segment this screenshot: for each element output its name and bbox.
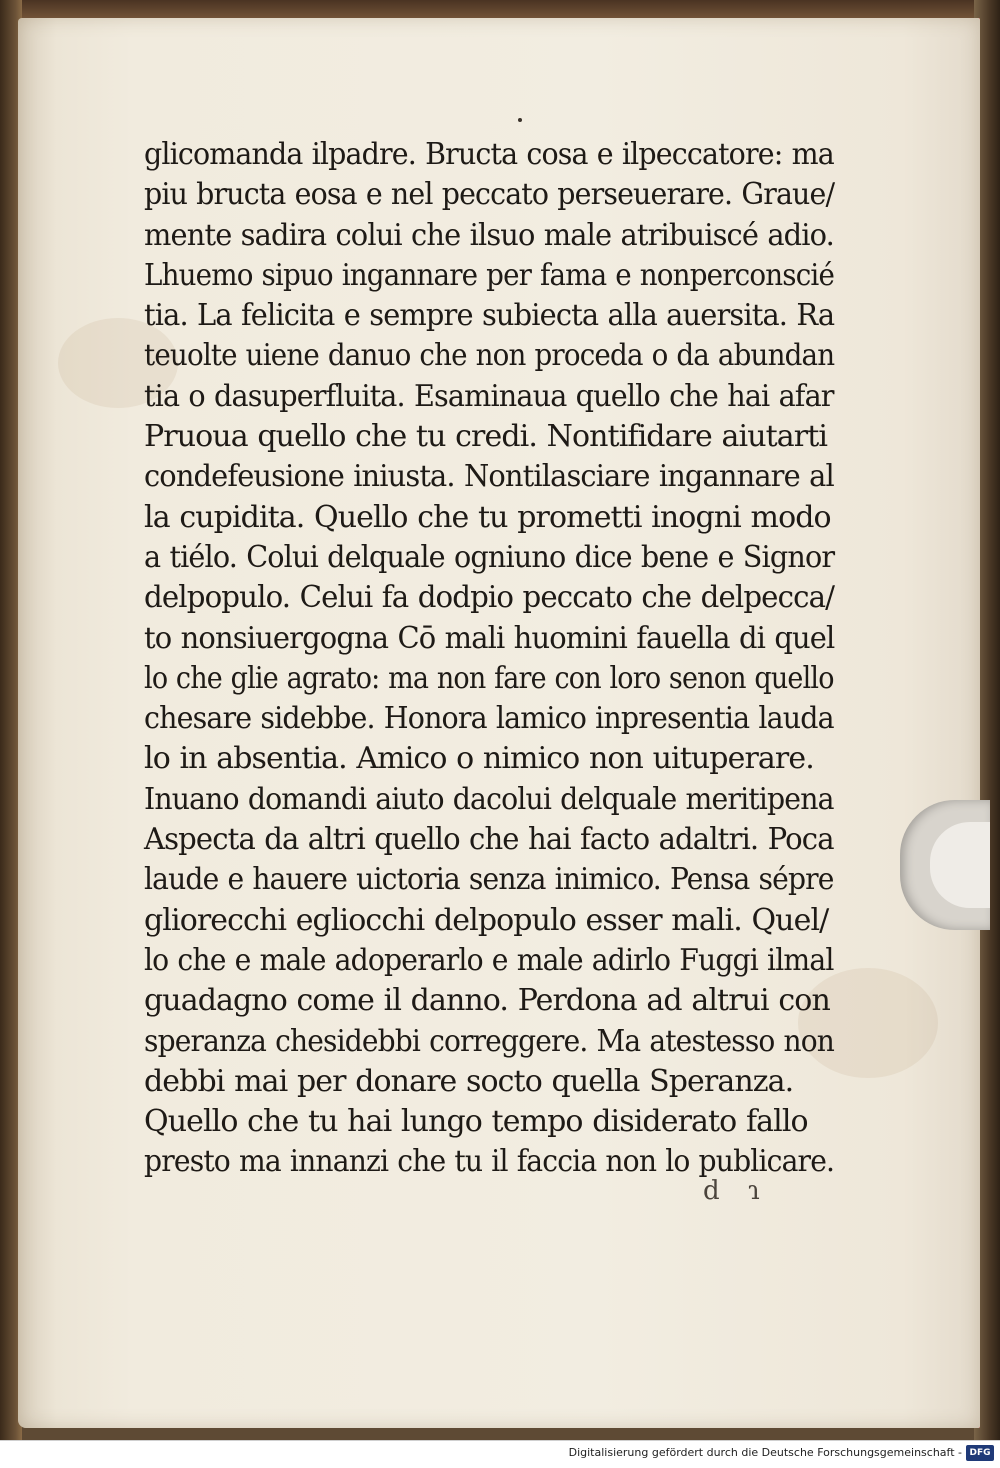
text-line: chesare sidebbe. Honora lamico inpresentia lauda xyxy=(144,701,834,737)
footer-credit: Digitalisierung gefördert durch die Deutsche Forschungsgemeinschaft - xyxy=(568,1446,962,1459)
book-clasp xyxy=(900,800,990,930)
text-line: laude e hauere uictoria senza inimico. Pensa sépre xyxy=(144,862,834,898)
text-line: Inuano domandi aiuto dacolui delquale meritipena xyxy=(144,781,834,817)
text-line: Aspecta da altri quello che hai facto adaltri. Poca xyxy=(144,822,834,858)
text-line: presto ma innanzi che tu il faccia non lo publicare. xyxy=(144,1144,835,1180)
text-line: lo che e male adoperarlo e male adirlo Fuggi ilmal xyxy=(144,942,834,978)
footer-bar xyxy=(0,1440,1000,1468)
text-line: mente sadira colui che ilsuo male atribuiscé adio. xyxy=(144,217,834,253)
text-line: lo che glie agrato: ma non fare con loro senon quello xyxy=(144,660,834,696)
text-line: tia. La felicita e sempre subiecta alla auersita. Ra xyxy=(144,298,835,334)
book-clasp-inner xyxy=(930,822,990,908)
text-line: la cupidita. Quello che tu prometti inogni modo xyxy=(144,499,831,535)
text-line: guadagno come il danno. Perdona ad altrui con xyxy=(144,983,830,1019)
ink-dot xyxy=(518,118,522,122)
text-line: teuolte uiene danuo che non proceda o da abundan xyxy=(144,338,835,374)
text-line: delpopulo. Celui fa dodpio peccato che delpecca/ xyxy=(144,580,835,616)
text-line: Quello che tu hai lungo tempo disiderato fallo xyxy=(144,1104,808,1140)
text-line: Pruoua quello che tu credi. Nontifidare aiutarti xyxy=(144,419,828,455)
text-line: Lhuemo sipuo ingannare per fama e nonperconscié xyxy=(144,257,835,293)
page-paper xyxy=(18,18,980,1428)
text-line: to nonsiuergogna Cō mali huomini fauella di quel xyxy=(144,620,835,656)
dfg-logo-icon: DFG xyxy=(966,1445,994,1461)
text-block xyxy=(144,135,834,1183)
signature-mark: d ɿ xyxy=(703,1176,770,1206)
text-line: gliorecchi egliocchi delpopulo esser mali. Quel/ xyxy=(144,902,829,938)
text-line: debbi mai per donare socto quella Speranza. xyxy=(144,1063,794,1099)
text-line: piu bructa eosa e nel peccato perseuerare. Graue/ xyxy=(144,177,835,213)
text-line: lo in absentia. Amico o nimico non uituperare. xyxy=(144,741,814,777)
text-line: glicomanda ilpadre. Bructa cosa e ilpeccatore: ma xyxy=(144,137,834,172)
text-line: a tiélo. Colui delquale ogniuno dice bene e Signor xyxy=(144,539,835,575)
text-line: condefeusione iniusta. Nontilasciare ingannare al xyxy=(144,459,834,495)
text-line: tia o dasuperfluita. Esaminaua quello che hai afar xyxy=(144,378,834,414)
text-line: speranza chesidebbi correggere. Ma atestesso non xyxy=(144,1023,835,1059)
